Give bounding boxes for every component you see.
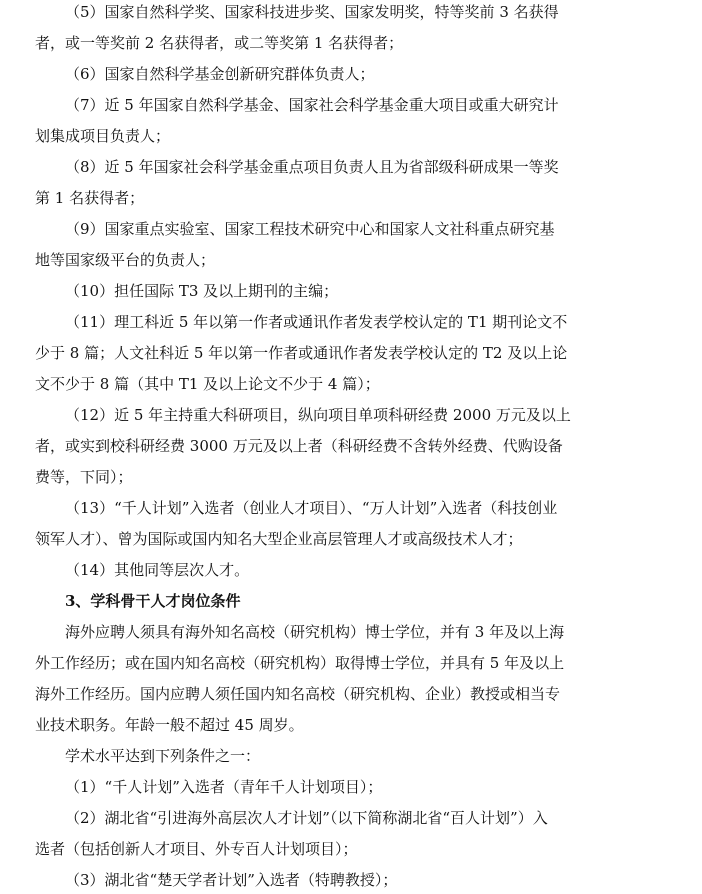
text-line: 海外应聘人须具有海外知名高校（研究机构）博士学位，并有 3 年及以上海: [65, 623, 565, 641]
text-line: 业技术职务。年龄一般不超过 45 周岁。: [35, 716, 304, 734]
text-line: 者，或实到校科研经费 3000 万元及以上者（科研经费不含转外经费、代购设备: [35, 437, 563, 455]
text-line: 费等，下同）；: [35, 468, 133, 486]
text-line: 外工作经历；或在国内知名高校（研究机构）取得博士学位，并具有 5 年及以上: [35, 654, 565, 672]
text-line: （12）近 5 年主持重大科研项目，纵向项目单项科研经费 2000 万元及以上: [65, 406, 571, 424]
text-line: （3）湖北省“楚天学者计划”入选者（特聘教授）；: [65, 871, 398, 889]
text-line: 文不少于 8 篇（其中 T1 及以上论文不少于 4 篇）；: [35, 375, 380, 393]
text-line: 海外工作经历。国内应聘人须任国内知名高校（研究机构、企业）教授或相当专: [35, 685, 561, 703]
text-line: （2）湖北省“引进海外高层次人才计划”（以下简称湖北省“百人计划”）入: [65, 809, 548, 827]
text-line: 划集成项目负责人；: [35, 127, 171, 145]
text-line: （10）担任国际 T3 及以上期刊的主编；: [65, 282, 339, 300]
text-line: 选者（包括创新人才项目、外专百人计划项目）；: [35, 840, 358, 858]
text-line: 地等国家级平台的负责人；: [35, 251, 216, 269]
text-line: （9）国家重点实验室、国家工程技术研究中心和国家人文社科重点研究基: [65, 220, 555, 238]
text-line: 少于 8 篇；人文社科近 5 年以第一作者或通讯作者发表学校认定的 T2 及以上论: [35, 344, 568, 362]
text-line: （14）其他同等层次人才。: [65, 561, 250, 579]
text-line: （11）理工科近 5 年以第一作者或通讯作者发表学校认定的 T1 期刊论文不: [65, 313, 568, 331]
text-line: （8）近 5 年国家社会科学基金重点项目负责人且为省部级科研成果一等奖: [65, 158, 559, 176]
text-line: 领军人才）、曾为国际或国内知名大型企业高层管理人才或高级技术人才；: [35, 530, 523, 548]
text-line: （5）国家自然科学奖、国家科技进步奖、国家发明奖，特等奖前 3 名获得: [65, 3, 559, 21]
text-line: （13）“千人计划”入选者（创业人才项目）、“万人计划”入选者（科技创业: [65, 499, 558, 517]
text-line: 学术水平达到下列条件之一：: [65, 747, 261, 765]
text-line: 者，或一等奖前 2 名获得者，或二等奖第 1 名获得者；: [35, 34, 404, 52]
text-line: （7）近 5 年国家自然科学基金、国家社会科学基金重大项目或重大研究计: [65, 96, 559, 114]
section-heading: 3、学科骨干人才岗位条件: [65, 592, 241, 610]
text-line: （6）国家自然科学基金创新研究群体负责人；: [65, 65, 375, 83]
text-line: 第 1 名获得者；: [35, 189, 145, 207]
text-line: （1）“千人计划”入选者（青年千人计划项目）；: [65, 778, 383, 796]
